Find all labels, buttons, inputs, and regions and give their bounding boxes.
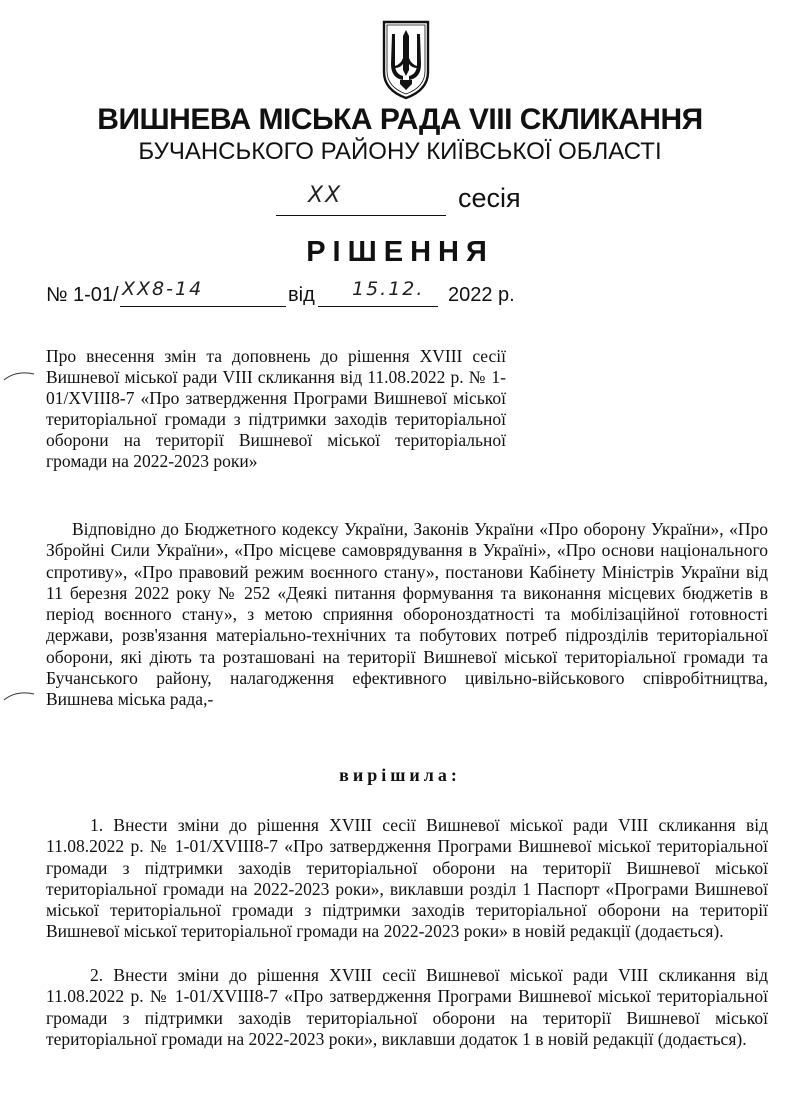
number-prefix: № 1-01/ xyxy=(46,284,119,306)
year-suffix: 2022 р. xyxy=(448,284,515,306)
date-prefix: від xyxy=(288,284,315,306)
council-name: ВИШНЕВА МІСЬКА РАДА VIII СКЛИКАННЯ xyxy=(97,103,703,136)
margin-mark xyxy=(2,688,36,702)
date-handwritten: 15.12. xyxy=(352,278,425,300)
document-type-title: РІШЕННЯ xyxy=(306,236,494,268)
date-field xyxy=(318,278,438,307)
session-label: сесія xyxy=(458,183,521,213)
resolution-item-2: 2. Внести зміни до рішення XVIII сесії Вишневої міської ради VIII скликання від 11.08.2022 р. № 1-01/XVIII8-7 «Про затвердження Програми Вишневої міської територіальної громади з підтримки заходів територіальної оборони на території Вишневої міської територіальної громади на 2022-2023 роки», виклавши додаток 1 в новій редакції (додається). xyxy=(46,965,768,1049)
council-region: БУЧАНСЬКОГО РАЙОНУ КИЇВСЬКОЇ ОБЛАСТІ xyxy=(138,138,662,165)
coat-of-arms-trident-icon xyxy=(380,18,432,102)
session-number-handwritten: XX xyxy=(308,183,343,208)
resolution-item-1: 1. Внести зміни до рішення XVIII сесії Вишневої міської ради VIII скликання від 11.08.2022 р. № 1-01/XVIII8-7 «Про затвердження Програми Вишневої міської територіальної громади з підтримки заходів територіальної оборони на території Вишневої міської територіальної громади на 2022-2023 роки», виклавши розділ 1 Паспорт «Програми Вишневої міської територіальної громади з підтримки заходів територіальної оборони на території Вишневої міської територіальної громади на 2022-2023 роки» в новій редакції (додається). xyxy=(46,815,768,942)
decision-number-row xyxy=(46,278,566,312)
session-number-field xyxy=(276,185,446,216)
number-handwritten: XX8-14 xyxy=(122,278,204,300)
decision-subject: Про внесення змін та доповнень до рішення XVIII сесії Вишневої міської ради VIII скликання від 11.08.2022 р. № 1-01/XVIII8-7 «Про затвердження Програми Вишневої міської територіальної громади з підтримки заходів територіальної оборони на території Вишневої міської територіальної громади на 2022-2023 роки» xyxy=(46,346,506,471)
resolved-heading: вирішила: xyxy=(339,765,461,785)
preamble-paragraph: Відповідно до Бюджетного кодексу України, Законів України «Про оборону України», «Про Збройні Сили України», «Про місцеве самоврядування в Україні», «Про основи національного спротиву», «Про правовий режим воєнного стану», постанови Кабінету Міністрів України від 11 березня 2022 року № 252 «Деякі питання формування та виконання місцевих бюджетів в період воєнного стану», з метою сприяння обороноздатності та мобілізаційної готовності держави, розв'язання матеріально-технічних та побутових потреб підрозділів територіальної оборони, які діють та розташовані на території Вишневої міської територіальної громади та Бучанського району, налагодження ефективного цивільно-військового співробітництва, Вишнева міська рада,- xyxy=(46,519,768,710)
margin-mark xyxy=(2,368,36,382)
number-field xyxy=(120,278,286,307)
